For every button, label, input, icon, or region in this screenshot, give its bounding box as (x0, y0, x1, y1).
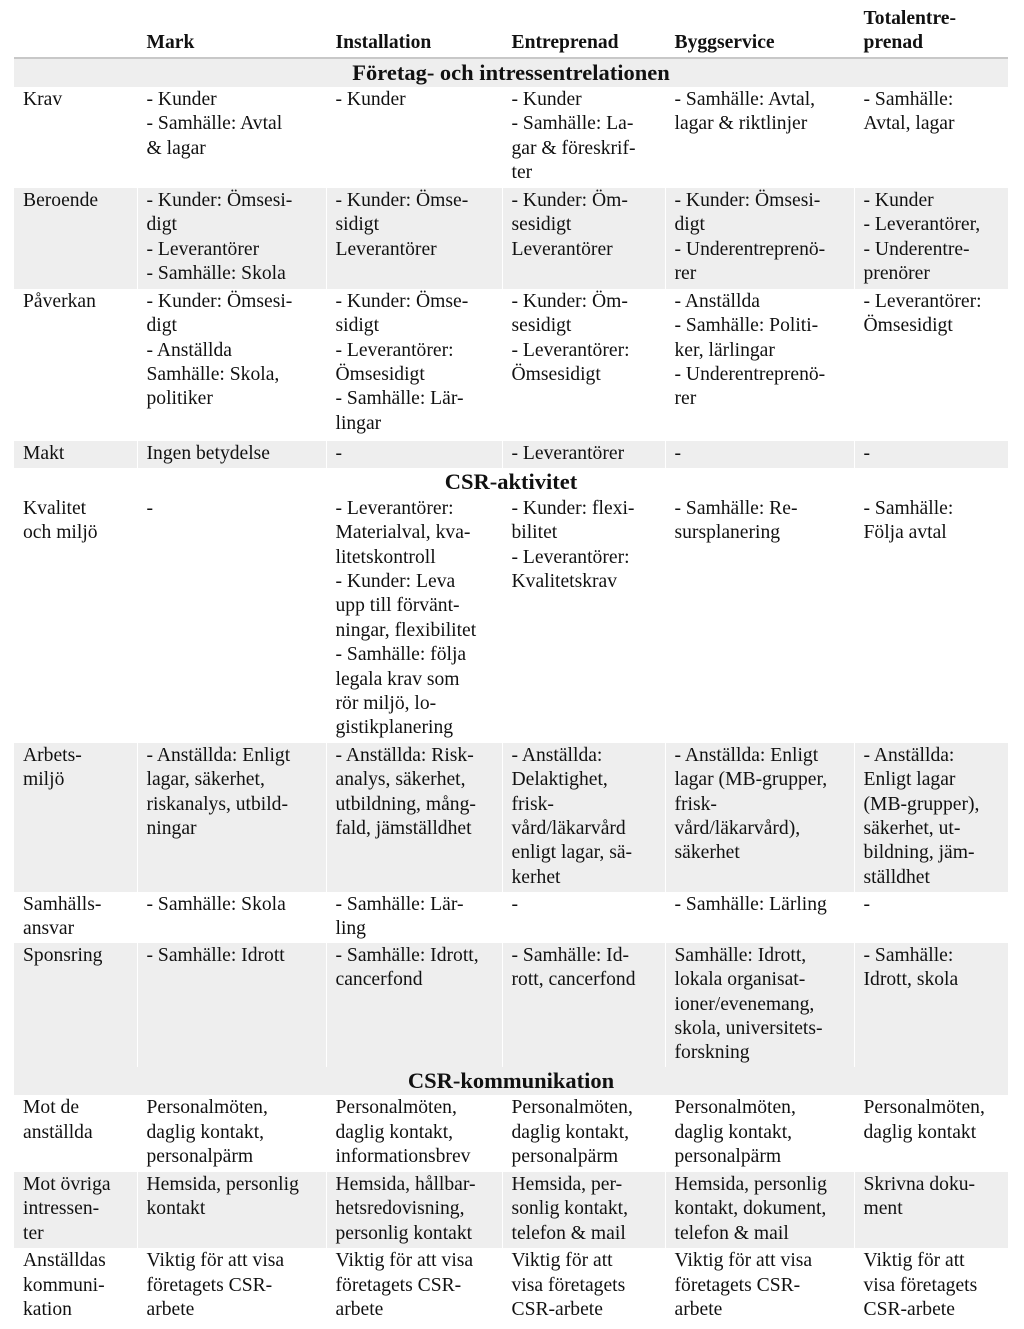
cell-text-line: ment (863, 1198, 903, 1220)
table-cell (326, 289, 502, 441)
cell-text-line: - Kunder (335, 88, 406, 110)
cell-text-line: - Underentreprenö- (674, 238, 826, 260)
table-cell (665, 1172, 854, 1249)
cell-text-line: Avtal, lagar (863, 113, 955, 135)
cell-text-line: - Kunder (511, 88, 582, 110)
cell-text-line: Påverkan (23, 290, 96, 312)
table-cell (665, 441, 854, 468)
cell-text-line: gar & föreskrif- (511, 137, 636, 159)
table-cell (137, 1095, 326, 1172)
cell-text-line: Viktig för att (511, 1250, 613, 1272)
cell-text-line: Leverantörer (335, 238, 437, 260)
cell-text-line: prenad (863, 32, 924, 54)
table-cell (326, 892, 502, 943)
cell-text-line: Idrott, skola (863, 969, 959, 991)
cell-text-line: Arbets- (23, 744, 82, 766)
table-cell (326, 1172, 502, 1249)
cell-text-line: - Leverantörer: (335, 497, 454, 519)
cell-text-line: skola, universitets- (674, 1018, 823, 1040)
row-label (14, 892, 137, 943)
row-label (14, 188, 137, 289)
table-cell (854, 943, 1008, 1068)
section-title: Företag- och intressentrelationen (14, 58, 1008, 87)
table-row (14, 496, 1008, 743)
table-cell (854, 289, 1008, 441)
row-label (14, 1095, 137, 1172)
cell-text-line: Sponsring (23, 944, 103, 966)
cell-text-line: ningar, flexibilitet (335, 619, 477, 641)
table-cell (665, 1248, 854, 1326)
cell-text-line: arbete (335, 1299, 384, 1321)
cell-text-line: rer (674, 263, 697, 285)
table-cell (854, 743, 1008, 892)
cell-text-line: företagets CSR- (146, 1274, 273, 1296)
cell-text-line: - Underentre- (863, 238, 970, 260)
table-cell (137, 892, 326, 943)
cell-text-line: - Kunder: Ömse- (335, 189, 469, 211)
cell-text-line: - Samhälle: (863, 88, 954, 110)
cell-text-line: lingar (335, 412, 382, 434)
cell-text-line: ling (335, 918, 366, 940)
table-cell (665, 87, 854, 188)
cell-text-line: Personalmöten, (511, 1097, 633, 1119)
cell-text-line: Mot övriga (23, 1173, 111, 1195)
cell-text-line: Kvalitetskrav (511, 571, 618, 593)
cell-text-line: - Samhälle: Skola (146, 893, 286, 915)
cell-text-line: - Samhälle: (863, 944, 954, 966)
cell-text-line: analys, säkerhet, (335, 769, 466, 791)
table-cell (665, 1095, 854, 1172)
cell-text-line: Personalmöten, (146, 1097, 268, 1119)
table-cell (665, 943, 854, 1068)
cell-text-line: prenörer (863, 263, 930, 285)
cell-text-line: Ömsesidigt (511, 364, 601, 386)
cell-text-line: Viktig för att visa (146, 1250, 285, 1272)
table-cell (137, 441, 326, 468)
cell-text-line: rör miljö, lo- (335, 693, 437, 715)
table-row (14, 943, 1008, 1068)
table-row (14, 289, 1008, 441)
cell-text-line: Samhälls- (23, 893, 102, 915)
cell-text-line: ker, lärlingar (674, 339, 775, 361)
cell-text-line: Anställdas (23, 1250, 106, 1272)
section-title: CSR-aktivitet (444, 468, 578, 494)
cell-text-line: CSR-arbete (511, 1299, 603, 1321)
table-cell (137, 1248, 326, 1326)
cell-text-line: ansvar (23, 918, 75, 940)
cell-text-line: forskning (674, 1042, 750, 1064)
cell-text-line: - Samhälle: Idrott (146, 944, 285, 966)
cell-text-line: frisk- (511, 793, 554, 815)
table-cell (137, 496, 326, 743)
table-cell (137, 943, 326, 1068)
table-cell (854, 87, 1008, 188)
cell-text-line: cancerfond (335, 969, 423, 991)
cell-text-line: daglig kontakt, (674, 1121, 793, 1143)
cell-text-line: säkerhet, ut- (863, 818, 961, 840)
table-cell (502, 743, 665, 892)
cell-text-line: - Samhälle: följa (335, 644, 467, 666)
cell-text-line: säkerhet (674, 842, 740, 864)
table-cell (137, 289, 326, 441)
cell-text-line: Mark (146, 32, 195, 54)
cell-text-line: telefon & mail (674, 1222, 789, 1244)
cell-text-line: digt (146, 315, 177, 337)
cell-text-line: daglig kontakt (863, 1121, 977, 1143)
cell-text-line: - Leverantörer: (335, 339, 454, 361)
table-cell (665, 188, 854, 289)
cell-text-line: personalpärm (146, 1146, 254, 1168)
row-label (14, 743, 137, 892)
cell-text-line: - Leverantörer (511, 442, 625, 464)
cell-text-line: Hemsida, hållbar- (335, 1173, 476, 1195)
cell-text-line: (MB-grupper), (863, 793, 980, 815)
cell-text-line: Ömsesidigt (335, 364, 425, 386)
table-cell (137, 743, 326, 892)
section-header-row (14, 468, 1008, 496)
cell-text-line: Leverantörer (511, 238, 613, 260)
table-cell (854, 892, 1008, 943)
cell-text-line: Viktig för att visa (674, 1250, 813, 1272)
section-header-row (14, 58, 1008, 87)
table-cell (326, 441, 502, 468)
cell-text-line: ningar (146, 818, 197, 840)
table-cell (502, 87, 665, 188)
cell-text-line: daglig kontakt, (511, 1121, 630, 1143)
cell-text-line: hetsredovisning, (335, 1198, 465, 1220)
cell-text-line: politiker (146, 388, 213, 410)
cell-text-line: & lagar (146, 137, 206, 159)
table-cell (854, 188, 1008, 289)
cell-text-line: arbete (674, 1299, 723, 1321)
cell-text-line: bildning, jäm- (863, 842, 975, 864)
cell-text-line: rer (674, 388, 697, 410)
table-cell (326, 943, 502, 1068)
table-cell (502, 289, 665, 441)
cell-text-line: Personalmöten, (863, 1097, 985, 1119)
cell-text-line: digt (674, 214, 705, 236)
cell-text-line: Samhälle: Idrott, (674, 944, 807, 966)
cell-text-line: - Anställda (146, 339, 232, 361)
cell-text-line: och miljö (23, 522, 98, 544)
cell-text-line: lagar & riktlinjer (674, 113, 808, 135)
table-cell (502, 943, 665, 1068)
cell-text-line: Entreprenad (511, 32, 619, 54)
header-row (14, 6, 1008, 58)
row-label (14, 943, 137, 1068)
cell-text-line: ioner/evenemang, (674, 993, 815, 1015)
row-label (14, 1172, 137, 1249)
table-cell (665, 892, 854, 943)
cell-text-line: - (863, 442, 871, 464)
table-cell (502, 1172, 665, 1249)
table-cell (502, 496, 665, 743)
cell-text-line: personalpärm (511, 1146, 619, 1168)
cell-text-line: - Kunder: Öm- (511, 290, 628, 312)
cell-text-line: Materialval, kva- (335, 522, 471, 544)
csr-table (14, 6, 1008, 1326)
cell-text-line: - (863, 893, 871, 915)
cell-text-line: frisk- (674, 793, 717, 815)
cell-text-line: - Leverantörer: (511, 546, 630, 568)
table-cell (665, 289, 854, 441)
cell-text-line: daglig kontakt, (335, 1121, 454, 1143)
table-cell (326, 188, 502, 289)
cell-text-line: - Samhälle: (863, 497, 954, 519)
cell-text-line: - Anställda: Enligt (674, 744, 819, 766)
cell-text-line: Byggservice (674, 32, 775, 54)
header-cell-entreprenad (502, 6, 665, 58)
cell-text-line: sesidigt (511, 214, 572, 236)
table-cell (502, 441, 665, 468)
cell-text-line: - Samhälle: Idrott, (335, 944, 479, 966)
cell-text-line: anställda (23, 1121, 93, 1143)
header-cell-byggservice (665, 6, 854, 58)
table-cell (502, 188, 665, 289)
cell-text-line: kontakt, dokument, (674, 1198, 827, 1220)
cell-text-line: Totalentre- (863, 8, 957, 29)
cell-text-line: - Samhälle: Lär- (335, 388, 464, 410)
cell-text-line: - Samhälle: Skola (146, 263, 286, 285)
row-label (14, 441, 137, 468)
cell-text-line: kommuni- (23, 1274, 105, 1296)
table-cell (137, 1172, 326, 1249)
cell-text-line: digt (146, 214, 177, 236)
cell-text-line: Installation (335, 32, 432, 54)
cell-text-line: Personalmöten, (674, 1097, 796, 1119)
section-header-row (14, 1067, 1008, 1095)
cell-text-line: - Anställda: (511, 744, 603, 766)
table-row (14, 441, 1008, 468)
cell-text-line: litetskontroll (335, 546, 436, 568)
cell-text-line: Skrivna doku- (863, 1173, 976, 1195)
cell-text-line: - Samhälle: Avtal, (674, 88, 816, 110)
cell-text-line: intressen- (23, 1198, 100, 1220)
cell-text-line: - Kunder: Öm- (511, 189, 628, 211)
header-cell-totalentreprenad (854, 6, 1008, 58)
header-cell-installation (326, 6, 502, 58)
table-cell (326, 496, 502, 743)
cell-text-line: riskanalys, utbild- (146, 793, 288, 815)
cell-text-line: personlig kontakt (335, 1222, 473, 1244)
cell-text-line: - Samhälle: La- (511, 113, 634, 135)
table-row (14, 892, 1008, 943)
cell-text-line: kerhet (511, 866, 561, 888)
cell-text-line: Mot de (23, 1097, 80, 1119)
row-label (14, 87, 137, 188)
header-cell-empty (14, 6, 137, 58)
cell-text-line: personalpärm (674, 1146, 782, 1168)
cell-text-line: - Anställda (674, 290, 760, 312)
cell-text-line: Hemsida, per- (511, 1173, 623, 1195)
cell-text-line: - Samhälle: Avtal (146, 113, 283, 135)
cell-text-line: upp till förvänt- (335, 595, 460, 617)
cell-text-line: visa företagets (863, 1274, 978, 1296)
table-row (14, 1248, 1008, 1326)
cell-text-line: - Anställda: Risk- (335, 744, 474, 766)
cell-text-line: Delaktighet, (511, 769, 608, 791)
cell-text-line: bilitet (511, 522, 558, 544)
cell-text-line: - Kunder: Ömsesi- (146, 189, 293, 211)
cell-text-line: - Samhälle: Politi- (674, 315, 819, 337)
cell-text-line: - Leverantörer: (511, 339, 630, 361)
table-cell (854, 496, 1008, 743)
cell-text-line: Samhälle: Skola, (146, 364, 280, 386)
cell-text-line: Kvalitet (23, 497, 87, 519)
cell-text-line: legala krav som (335, 668, 460, 690)
cell-text-line: - Anställda: Enligt (146, 744, 291, 766)
cell-text-line: - Kunder (863, 189, 934, 211)
table-cell (326, 1095, 502, 1172)
cell-text-line: sursplanering (674, 522, 781, 544)
cell-text-line: lagar (MB-grupper, (674, 769, 828, 791)
table-cell (502, 1248, 665, 1326)
table-cell (665, 743, 854, 892)
cell-text-line: vård/läkarvård), (674, 818, 801, 840)
table-cell (854, 1095, 1008, 1172)
cell-text-line: - Samhälle: Re- (674, 497, 798, 519)
table-cell (665, 496, 854, 743)
table-row (14, 188, 1008, 289)
cell-text-line: - Kunder: Ömsesi- (674, 189, 821, 211)
cell-text-line: kontakt (146, 1198, 206, 1220)
cell-text-line: sidigt (335, 214, 380, 236)
cell-text-line: företagets CSR- (674, 1274, 801, 1296)
cell-text-line: Enligt lagar (863, 769, 956, 791)
cell-text-line: Hemsida, personlig (146, 1173, 299, 1195)
table-row (14, 1172, 1008, 1249)
cell-text-line: - Leverantörer: (863, 290, 982, 312)
cell-text-line: Ingen betydelse (146, 442, 271, 464)
table-cell (326, 87, 502, 188)
table-row (14, 1095, 1008, 1172)
cell-text-line: fald, jämställdhet (335, 818, 472, 840)
cell-text-line: miljö (23, 769, 65, 791)
table-cell (854, 441, 1008, 468)
table-body (14, 58, 1008, 1326)
cell-text-line: daglig kontakt, (146, 1121, 265, 1143)
table-cell (854, 1172, 1008, 1249)
table-cell (854, 1248, 1008, 1326)
cell-text-line: - Anställda: (863, 744, 955, 766)
row-label (14, 496, 137, 743)
cell-text-line: - Kunder: Ömse- (335, 290, 469, 312)
cell-text-line: rott, cancerfond (511, 969, 636, 991)
table-cell (137, 87, 326, 188)
cell-text-line: ter (511, 162, 533, 184)
cell-text-line: Följa avtal (863, 522, 947, 544)
cell-text-line: sesidigt (511, 315, 572, 337)
cell-text-line: visa företagets (511, 1274, 626, 1296)
cell-text-line: - (674, 442, 682, 464)
row-label (14, 1248, 137, 1326)
cell-text-line: Hemsida, personlig (674, 1173, 827, 1195)
cell-text-line: kation (23, 1299, 72, 1321)
cell-text-line: - Samhälle: Lärling (674, 893, 827, 915)
table-cell (502, 892, 665, 943)
cell-text-line: gistikplanering (335, 717, 454, 739)
cell-text-line: - Samhälle: Id- (511, 944, 630, 966)
cell-text-line: Personalmöten, (335, 1097, 457, 1119)
cell-text-line: enligt lagar, sä- (511, 842, 633, 864)
cell-text-line: Makt (23, 442, 65, 464)
cell-text-line: utbildning, mång- (335, 793, 476, 815)
cell-text-line: lokala organisat- (674, 969, 806, 991)
cell-text-line: telefon & mail (511, 1222, 626, 1244)
cell-text-line: arbete (146, 1299, 195, 1321)
cell-text-line: sonlig kontakt, (511, 1198, 628, 1220)
table-cell (137, 188, 326, 289)
header-cell-mark (137, 6, 326, 58)
cell-text-line: - Kunder: Leva (335, 571, 456, 593)
cell-text-line: sidigt (335, 315, 380, 337)
table-cell (326, 1248, 502, 1326)
cell-text-line: - Kunder (146, 88, 217, 110)
cell-text-line: lagar, säkerhet, (146, 769, 265, 791)
cell-text-line: Krav (23, 88, 63, 110)
cell-text-line: informationsbrev (335, 1146, 471, 1168)
cell-text-line: - (335, 442, 343, 464)
cell-text-line: Ömsesidigt (863, 315, 953, 337)
cell-text-line: - Leverantörer (146, 238, 260, 260)
table-row (14, 87, 1008, 188)
cell-text-line: - Kunder: Ömsesi- (146, 290, 293, 312)
cell-text-line: CSR-arbete (863, 1299, 955, 1321)
cell-text-line: - Underentreprenö- (674, 364, 826, 386)
table-row (14, 743, 1008, 892)
cell-text-line: - Leverantörer, (863, 214, 981, 236)
cell-text-line: Viktig för att (863, 1250, 965, 1272)
table-cell (326, 743, 502, 892)
cell-text-line: ställdhet (863, 866, 930, 888)
cell-text-line: - Samhälle: Lär- (335, 893, 464, 915)
table-cell (502, 1095, 665, 1172)
cell-text-line: ter (23, 1222, 44, 1244)
cell-text-line: - Kunder: flexi- (511, 497, 635, 519)
cell-text-line: vård/läkarvård (511, 818, 626, 840)
cell-text-line: Beroende (23, 189, 99, 211)
cell-text-line: Viktig för att visa (335, 1250, 474, 1272)
cell-text-line: företagets CSR- (335, 1274, 462, 1296)
cell-text-line: - (146, 497, 154, 519)
cell-text-line: - (511, 893, 519, 915)
row-label (14, 289, 137, 441)
section-title: CSR-kommunikation (14, 1067, 1008, 1095)
